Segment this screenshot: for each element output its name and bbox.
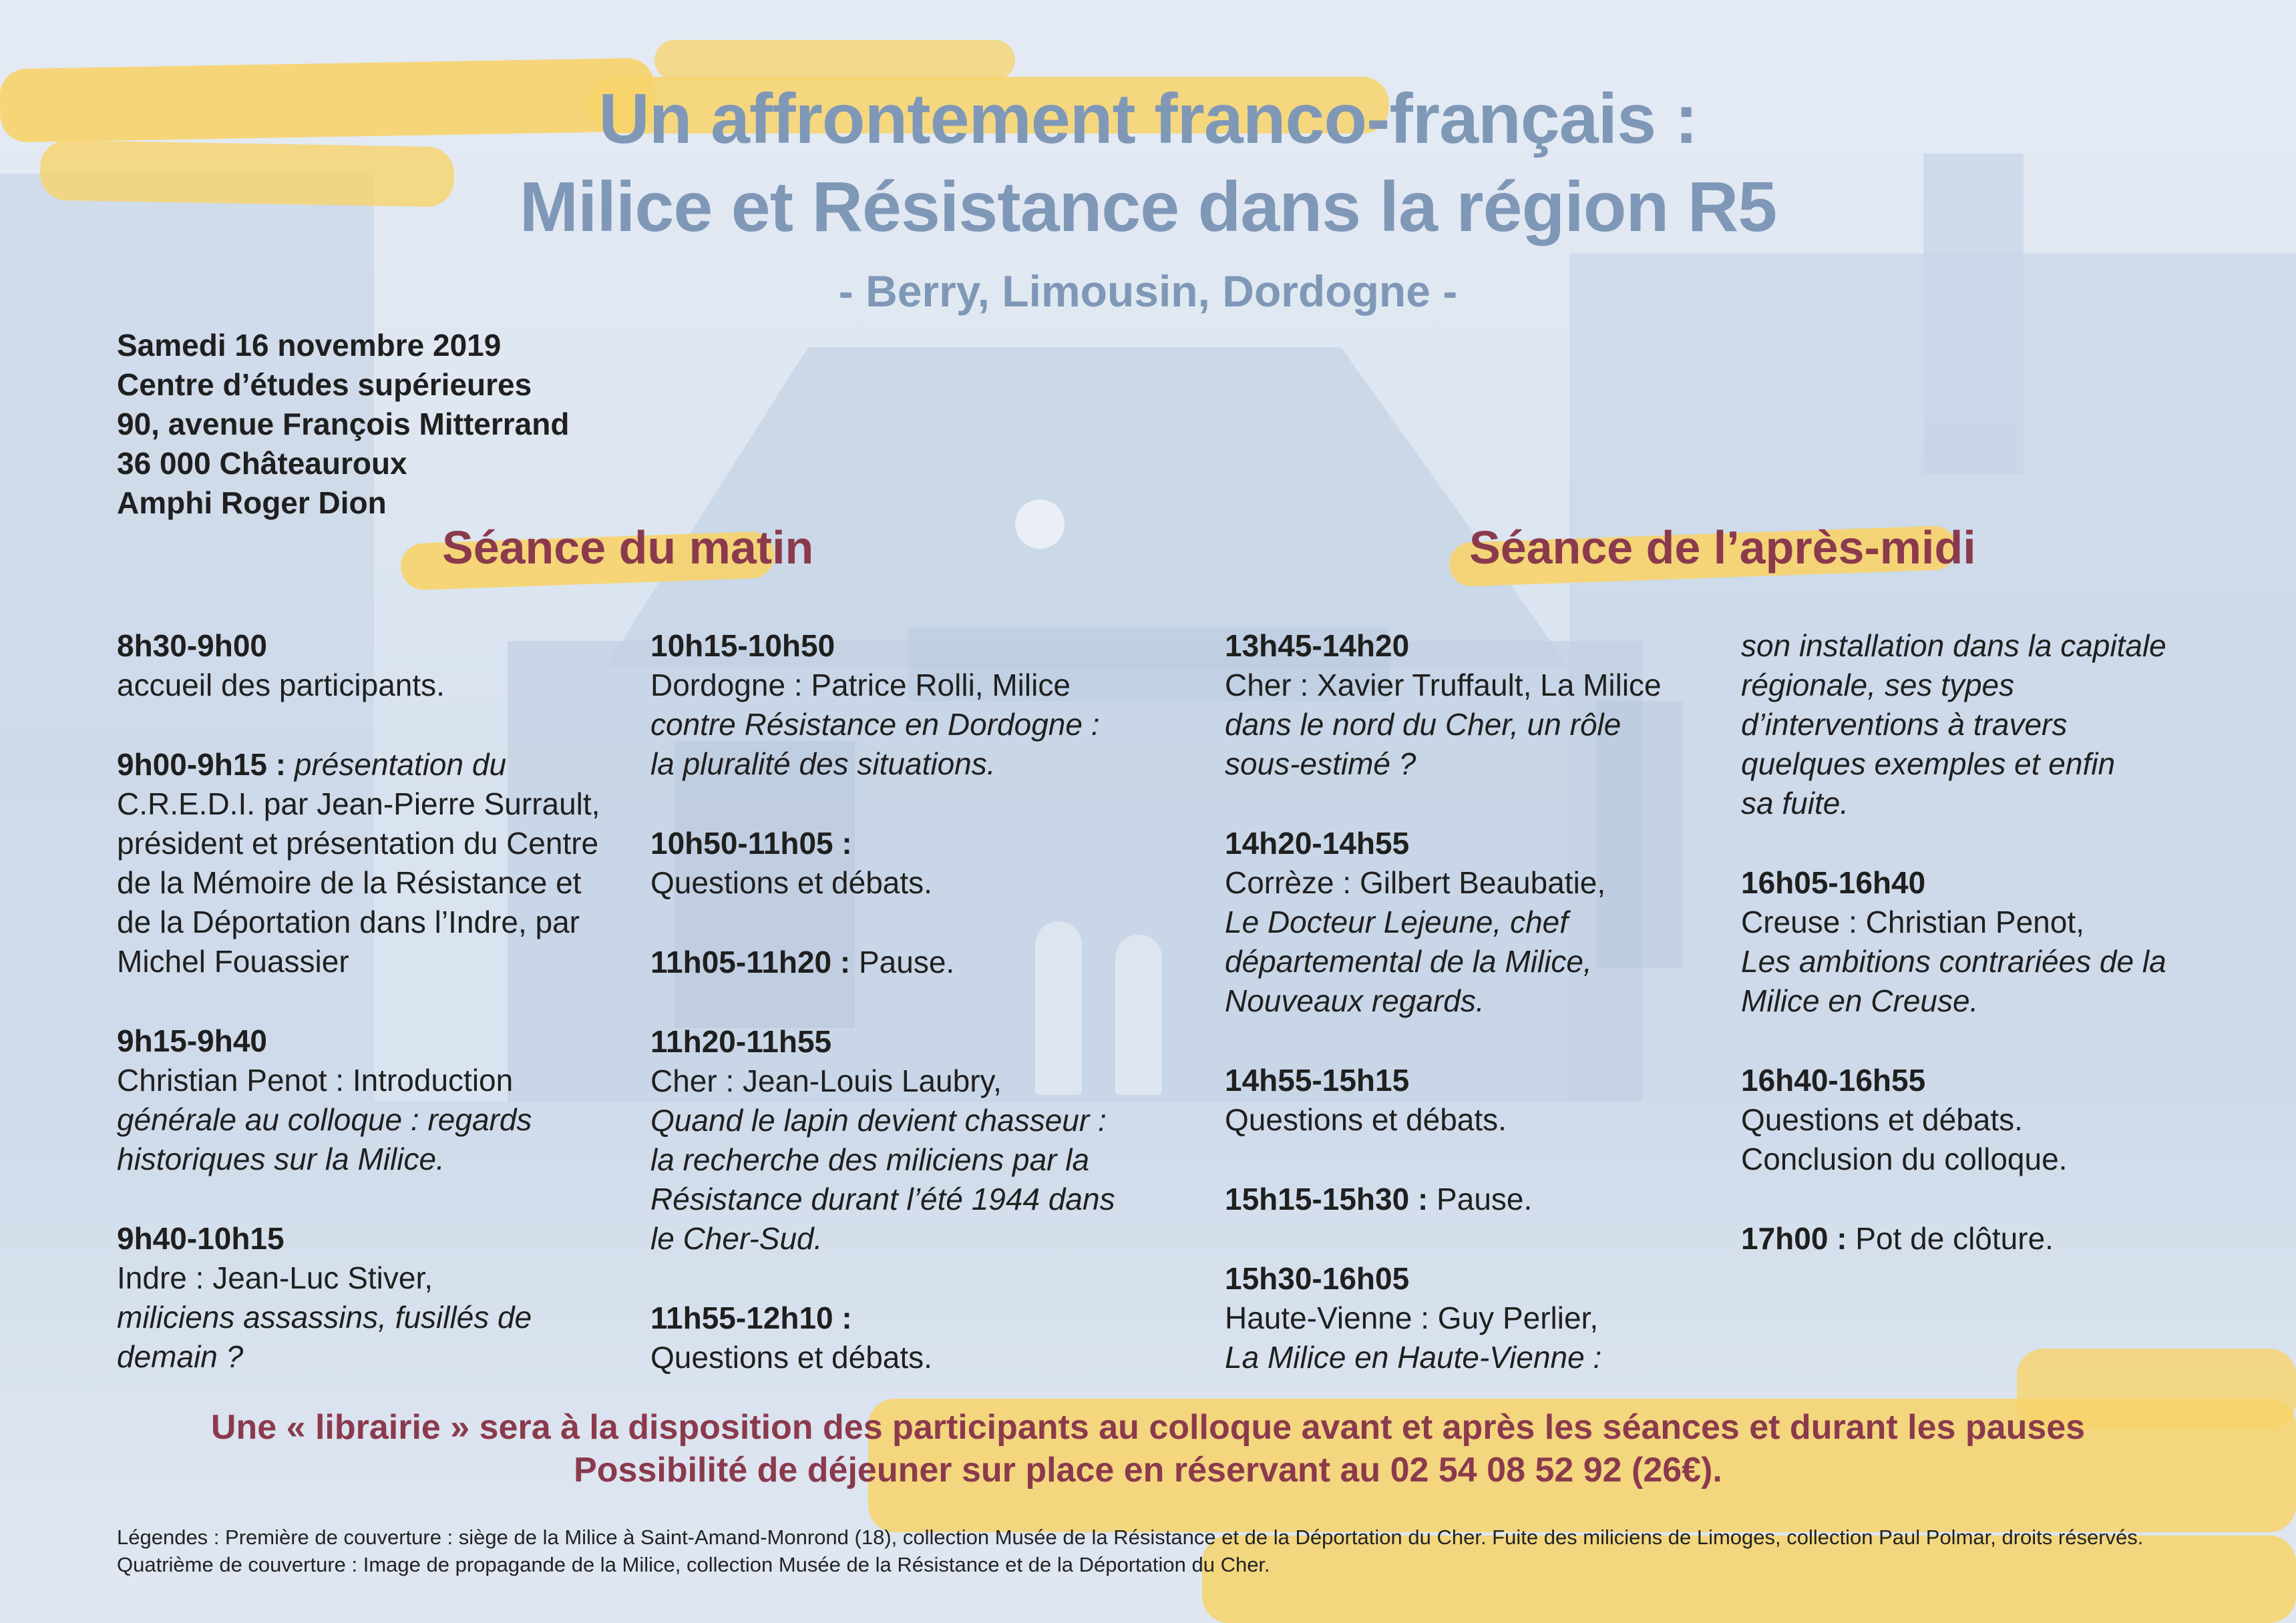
venue-block <box>117 326 569 523</box>
program-text: Michel Fouassier <box>117 944 349 979</box>
program-text: de la Mémoire de la Résistance et <box>117 865 582 900</box>
program-text: quelques exemples et enfin <box>1741 746 2116 781</box>
program-time: 15h30-16h05 <box>1225 1261 1410 1296</box>
program-time: 9h15-9h40 <box>117 1023 268 1058</box>
program-item <box>1225 824 1662 1021</box>
program-item <box>1225 1259 1662 1377</box>
program-time: 16h05-16h40 <box>1741 865 1926 900</box>
program-text: Indre : Jean-Luc Stiver, <box>117 1260 433 1295</box>
program-item <box>650 626 1115 784</box>
program-column-1 <box>117 626 600 1417</box>
program-text: La Milice en Haute-Vienne : <box>1225 1340 1602 1375</box>
program-text: historiques sur la Milice. <box>117 1142 445 1176</box>
program-item <box>1225 626 1662 784</box>
program-item <box>650 1022 1115 1258</box>
program-text: président et présentation du Centre <box>117 826 599 861</box>
program-text: C.R.E.D.I. par Jean-Pierre Surrault, <box>117 786 600 821</box>
program-text: Milice en Creuse. <box>1741 983 1979 1018</box>
program-text: Cher : Jean-Louis Laubry, <box>650 1064 1002 1098</box>
program-text: d’interventions à travers <box>1741 707 2068 742</box>
program-text: son installation dans la capitale <box>1741 628 2166 663</box>
program-text: Christian Penot : Introduction <box>117 1063 514 1098</box>
program-item <box>1741 1061 2166 1179</box>
program-text: Dordogne : Patrice Rolli, Milice <box>650 668 1071 702</box>
program-text: Questions et débats. <box>650 1340 932 1375</box>
program-time: 8h30-9h00 <box>117 628 268 663</box>
program-item <box>650 1299 1115 1377</box>
venue-place: Centre d’études supérieures <box>117 367 532 402</box>
brush-stroke <box>654 40 1015 80</box>
program-text: dans le nord du Cher, un rôle <box>1225 707 1621 742</box>
program-text: Cher : Xavier Truffault, La Milice <box>1225 668 1662 702</box>
program-item <box>1225 1061 1662 1140</box>
photo-legend: Légendes : Première de couverture : siège de la Milice à Saint-Amand-Monrond (18), collection Musée de la Résistance et de la Déportation du Cher. Fuite des miliciens de Limoges, collection Paul Polmar, droits réservés. Quatrième de couverture : Image de propagande de la Milice, collection Musée de la Résistance et de la Déportation du Cher. <box>117 1526 2144 1576</box>
program-item <box>117 626 600 705</box>
program-time: 11h20-11h55 <box>650 1024 832 1059</box>
program-text: Nouveaux regards. <box>1225 983 1485 1018</box>
program-text: Pause. <box>1428 1182 1533 1216</box>
program-text: Conclusion du colloque. <box>1741 1142 2068 1176</box>
title-line-2: Milice et Résistance dans la région R5 <box>519 168 1777 246</box>
program-time: 17h00 : <box>1741 1221 1847 1256</box>
program-text: Les ambitions contrariées de la <box>1741 944 2166 979</box>
program-text: Creuse : Christian Penot, <box>1741 905 2084 939</box>
program-item <box>650 824 1115 903</box>
program-text: la pluralité des situations. <box>650 746 996 781</box>
program-time: 14h20-14h55 <box>1225 826 1410 861</box>
program-time: 16h40-16h55 <box>1741 1063 1926 1098</box>
program-time: 9h40-10h15 <box>117 1221 284 1256</box>
program-text: accueil des participants. <box>117 668 445 702</box>
afternoon-session-title: Séance de l’après-midi <box>1469 521 1976 573</box>
program-text: le Cher-Sud. <box>650 1221 823 1256</box>
program-time: 13h45-14h20 <box>1225 628 1410 663</box>
program-text: contre Résistance en Dordogne : <box>650 707 1100 742</box>
notice-bookshop: Une « librairie » sera à la disposition des participants au colloque avant et après les séances et durant les pauses <box>210 1408 2086 1447</box>
program-time: 10h15-10h50 <box>650 628 835 663</box>
program-text: sa fuite. <box>1741 786 1849 821</box>
program-time: 9h00-9h15 : <box>117 747 286 782</box>
venue-city: 36 000 Châteauroux <box>117 446 407 481</box>
program-text: générale au colloque : regards <box>117 1102 532 1137</box>
program-text: régionale, ses types <box>1741 668 2015 702</box>
program-column-4 <box>1741 626 2166 1299</box>
morning-session-title: Séance du matin <box>442 521 814 573</box>
program-time: 11h05-11h20 : <box>650 945 851 979</box>
program-text: présentation du <box>286 747 507 782</box>
program-text: sous-estimé ? <box>1225 746 1416 781</box>
program-text: miliciens assassins, fusillés de <box>117 1300 532 1335</box>
venue-room: Amphi Roger Dion <box>117 485 387 520</box>
title-line-1: Un affrontement franco-français : <box>598 79 1698 158</box>
venue-street: 90, avenue François Mitterrand <box>117 407 570 441</box>
program-item <box>650 943 1115 982</box>
notice-lunch: Possibilité de déjeuner sur place en réservant au 02 54 08 52 92 (26€). <box>574 1451 1722 1489</box>
program-text: départemental de la Milice, <box>1225 944 1592 979</box>
program-text: Haute-Vienne : Guy Perlier, <box>1225 1301 1599 1335</box>
subtitle: - Berry, Limousin, Dordogne - <box>838 266 1458 316</box>
program-column-2 <box>650 626 1115 1417</box>
program-item <box>1741 626 2166 823</box>
program-text: Quand le lapin devient chasseur : <box>650 1103 1107 1138</box>
program-text: demain ? <box>117 1339 244 1374</box>
program-time: 11h55-12h10 : <box>650 1301 852 1335</box>
program-text: Le Docteur Lejeune, chef <box>1225 905 1569 939</box>
program-time: 15h15-15h30 : <box>1225 1182 1428 1216</box>
program-text: Résistance durant l’été 1944 dans <box>650 1182 1115 1216</box>
program-text: la recherche des miliciens par la <box>650 1142 1090 1177</box>
program-item <box>1741 1219 2166 1258</box>
program-text: Questions et débats. <box>650 865 932 900</box>
program-column-3 <box>1225 626 1662 1417</box>
program-item <box>117 1021 600 1179</box>
program-text: Questions et débats. <box>1225 1102 1507 1137</box>
program-text: Pot de clôture. <box>1847 1221 2054 1256</box>
program-time: 14h55-15h15 <box>1225 1063 1410 1098</box>
program-text: de la Déportation dans l’Indre, par <box>117 905 580 939</box>
program-item <box>1741 863 2166 1021</box>
program-text: Corrèze : Gilbert Beaubatie, <box>1225 865 1606 900</box>
venue-date: Samedi 16 novembre 2019 <box>117 328 502 363</box>
program-item <box>117 1219 600 1377</box>
program-text: Pause. <box>850 945 955 979</box>
program-time: 10h50-11h05 : <box>650 826 852 861</box>
program-item <box>117 745 600 981</box>
program-text: Questions et débats. <box>1741 1102 2023 1137</box>
program-item <box>1225 1180 1662 1219</box>
